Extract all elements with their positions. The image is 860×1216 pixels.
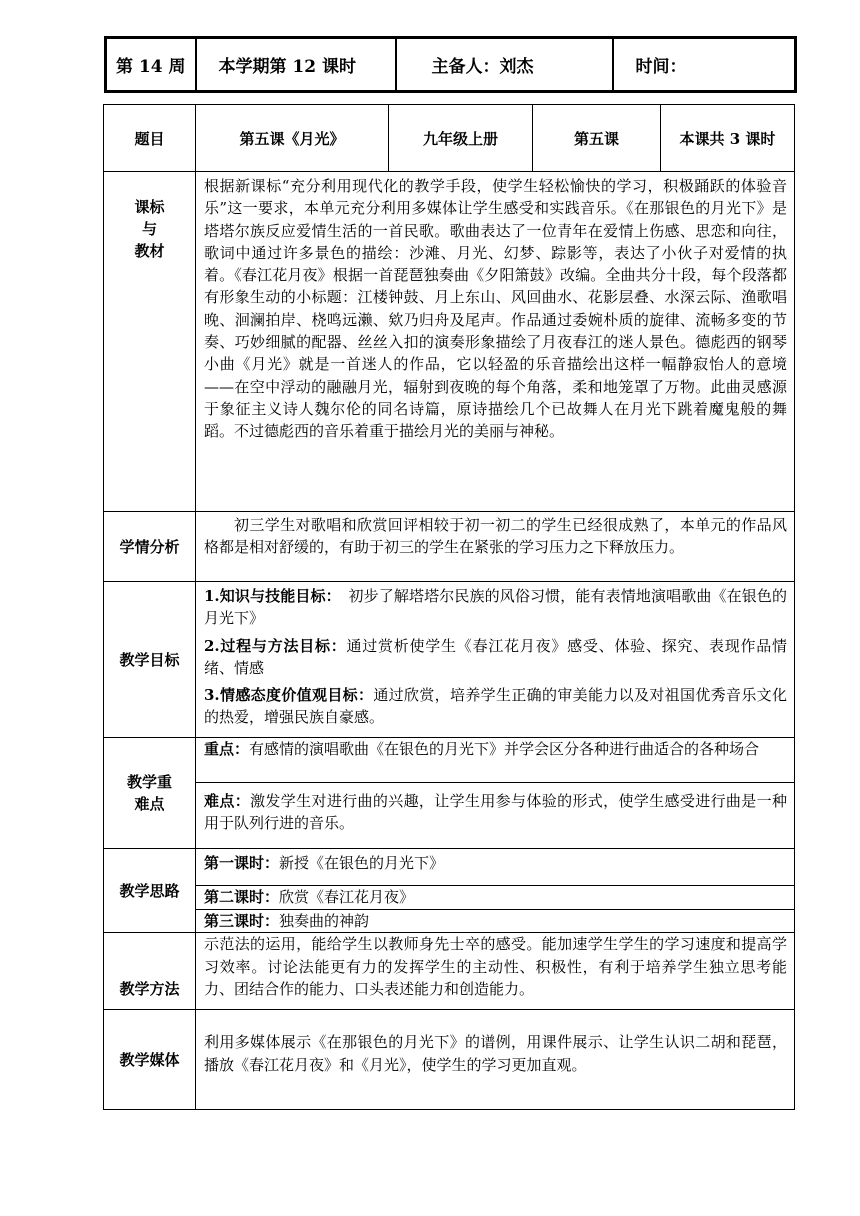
objective-item: 2.过程与方法目标：通过赏析使学生《春江花月夜》感受、体验、探究、表现作品情绪、情感 [204, 636, 787, 677]
lesson-title: 第五课《月光》 [196, 105, 389, 172]
approach-row-2 [104, 886, 795, 910]
approach-lesson-2: 第二课时：欣赏《春江花月夜》 [196, 886, 795, 910]
approach-lesson-3: 第三课时：独奏曲的神韵 [196, 910, 795, 933]
objectives-row [104, 582, 795, 738]
period-cell [196, 38, 396, 92]
time-label: 时间： [635, 57, 687, 77]
week-label: 第 14 周 [116, 57, 186, 77]
objectives-label: 教学目标 [104, 582, 196, 738]
curriculum-label: 课标 与 教材 [104, 172, 196, 512]
analysis-row [104, 512, 795, 582]
period-label: 本学期第 12 课时 [218, 57, 356, 77]
approach-lesson-1: 第一课时：新授《在银色的月光下》 [196, 849, 795, 886]
lesson-plan-table [103, 104, 795, 1110]
analysis-text: 初三学生对歌唱和欣赏回评相较于初一初二的学生已经很成熟了，本单元的作品风格都是相对舒缓的，有助于初三的学生在紧张的学习压力之下释放压力。 [196, 512, 795, 582]
topic-label: 题目 [104, 105, 196, 172]
key-points-label: 教学重 难点 [104, 738, 196, 849]
methods-label: 教学方法 [104, 933, 196, 1010]
grade-label: 九年级上册 [389, 105, 533, 172]
focus-row [104, 738, 795, 783]
time-cell [613, 38, 796, 92]
curriculum-row [104, 172, 795, 512]
methods-text: 示范法的运用，能给学生以教师身先士卒的感受。能加速学生学生的学习速度和提高学习效率。讨论法能更有力的发挥学生的主动性、积极性，有利于培养学生独立思考能力、团结合作的能力、口头表述能力和创造能力。 [196, 933, 795, 1010]
objectives-content [196, 582, 795, 738]
objective-item: 3.情感态度价值观目标：通过欣赏，培养学生正确的审美能力以及对祖国优秀音乐文化的热爱，增强民族自豪感。 [204, 686, 787, 727]
curriculum-text: 根据新课标“充分利用现代化的教学手段，使学生轻松愉快的学习，积极踊跃的体验音乐”这一要求，本单元充分利用多媒体让学生感受和实践音乐。《在那银色的月光下》是塔塔尔族反应爱情生活的一首民歌。歌曲表达了一位青年在爱情上伤感、思恋和向往，歌词中通过许多景色的描绘：沙滩、月光、幻梦、踪影等，表达了小伙子对爱情的执着。《春江花月夜》根据一首琵琶独奏曲《夕阳箫鼓》改编。全曲共分十段，每个段落都有形象生动的小标题：江楼钟鼓、月上东山、风回曲水、花影层叠、水深云际、渔歌唱晚、洄澜拍岸、桡鸣远濑、欸乃归舟及尾声。作品通过委婉朴质的旋律、流畅多变的节奏、巧妙细腻的配器、丝丝入扣的演奏形象描绘了月夜春江的迷人景色。德彪西的钢琴小曲《月光》就是一首迷人的作品，它以轻盈的乐音描绘出这样一幅静寂怡人的意境——在空中浮动的融融月光，辐射到夜晚的每个角落，柔和地笼罩了万物。此曲灵感源于象征主义诗人魏尔伦的同名诗篇，原诗描绘几个已故舞人在月光下跳着魔鬼般的舞蹈。不过德彪西的音乐着重于描绘月光的美丽与神秘。 [196, 172, 795, 512]
media-label: 教学媒体 [104, 1010, 196, 1110]
lesson-hours: 本课共 3 课时 [661, 105, 795, 172]
analysis-label: 学情分析 [104, 512, 196, 582]
week-cell [106, 38, 196, 92]
difficulty-text: 难点：激发学生对进行曲的兴趣，让学生用参与体验的形式，使学生感受进行曲是一种用于队列行进的音乐。 [196, 783, 795, 849]
preparer-cell [396, 38, 613, 92]
header-table [104, 36, 797, 93]
preparer-label: 主备人：刘杰 [431, 57, 534, 77]
difficulty-row [104, 783, 795, 849]
approach-row-1 [104, 849, 795, 886]
approach-row-3 [104, 910, 795, 933]
topic-row [104, 105, 795, 172]
methods-row [104, 933, 795, 1010]
objective-item: 1.知识与技能目标： 初步了解塔塔尔民族的风俗习惯，能有表情地演唱歌曲《在银色的月光下》 [204, 587, 787, 628]
media-text: 利用多媒体展示《在那银色的月光下》的谱例，用课件展示、让学生认识二胡和琵琶，播放《春江花月夜》和《月光》，使学生的学习更加直观。 [196, 1010, 795, 1110]
focus-text: 重点：有感情的演唱歌曲《在银色的月光下》并学会区分各种进行曲适合的各种场合 [196, 738, 795, 783]
approach-label: 教学思路 [104, 849, 196, 933]
lesson-number: 第五课 [533, 105, 661, 172]
media-row [104, 1010, 795, 1110]
